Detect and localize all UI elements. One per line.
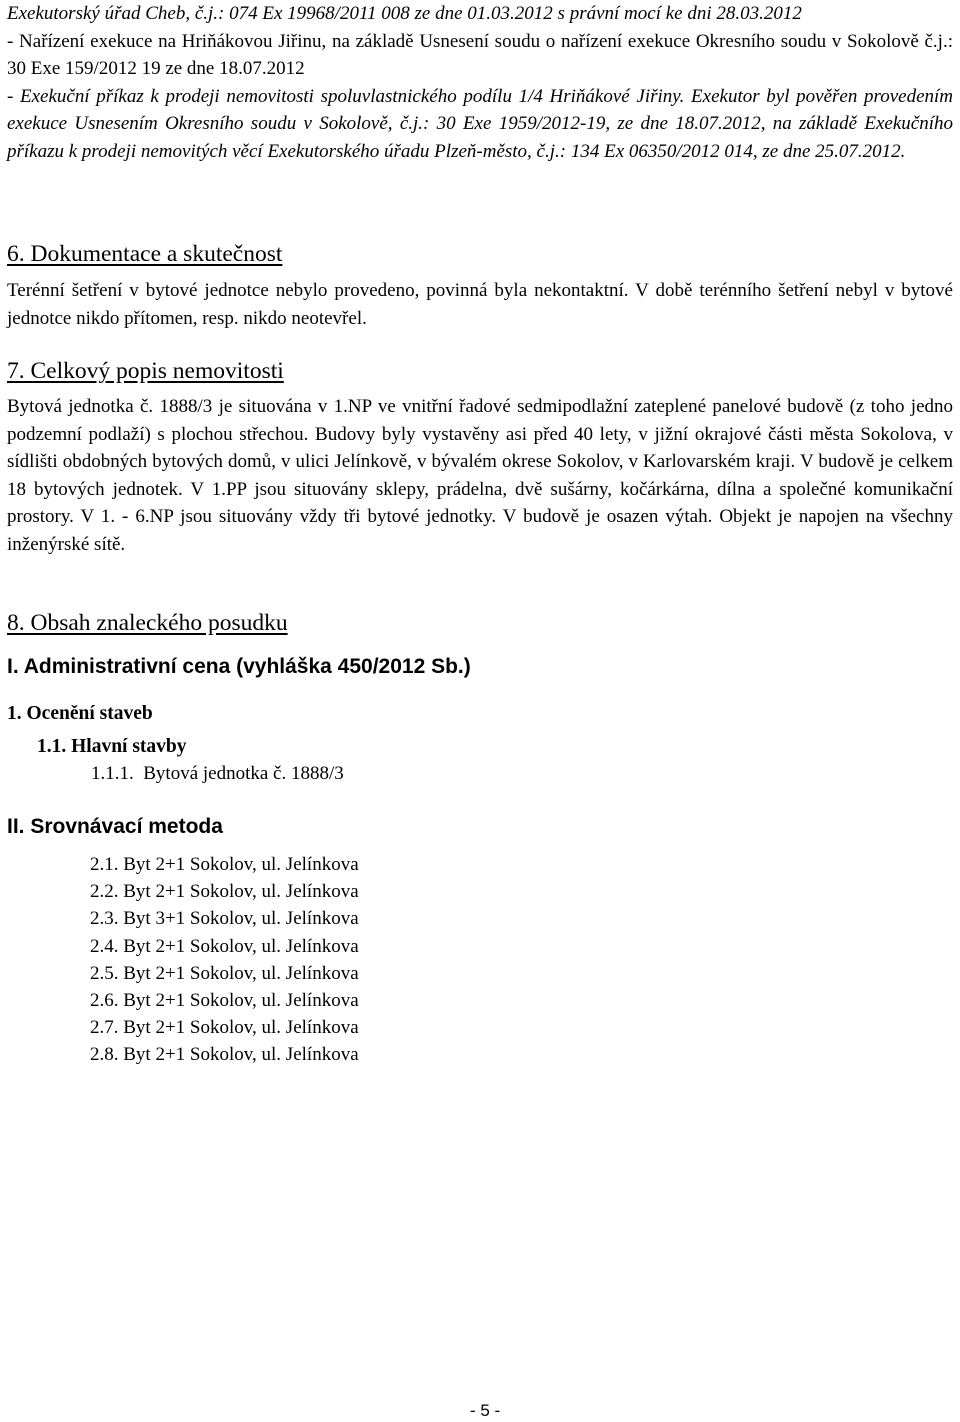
section-7-text: Bytová jednotka č. 1888/3 je situována v 1.NP ve vnitřní řadové sedmipodlažní zateplené panelové budově (z toho jedno podzemní podlaží) s plochou střechou. Budovy byly vystavěny asi před 40 lety, v jižní okrajové části města Sokolova, v sídlišti obdobných bytových domů, v ulici Jelínkově, v bývalém okrese Sokolov, v Karlovarském kraji. V budově je celkem 18 bytových jednotek. V 1.PP jsou situovány sklepy, prádelna, dvě sušárny, kočárkárna, dílna a společné komunikační prostory. V 1. - 6.NP jsou situovány vždy tři bytové jednotky. V budově je osazen výtah. Objekt je napojen na všechny inženýrské sítě. [7,396,953,555]
list-item: 2.6. Byt 2+1 Sokolov, ul. Jelínkova [90,990,359,1012]
page-number: - 5 - [470,1401,501,1420]
section-8-heading: 8. Obsah znaleckého posudku [7,610,288,636]
list-item: 2.1. Byt 2+1 Sokolov, ul. Jelínkova [90,854,359,875]
list-item: 2.7. Byt 2+1 Sokolov, ul. Jelínkova [90,1017,359,1039]
part-1-sub-1-1: 1.1. Hlavní stavby [37,736,187,757]
part-1-sub-1: 1. Ocenění staveb [7,703,153,724]
list-item: 2.8. Byt 2+1 Sokolov, ul. Jelínkova [90,1044,359,1066]
section-6-text: Terénní šetření v bytové jednotce nebylo provedeno, povinná byla nekontaktní. V době terénního šetření nebyl v bytové jednotce nikdo přítomen, resp. nikdo neotevřel. [7,280,953,329]
list-item: 2.4. Byt 2+1 Sokolov, ul. Jelínkova [90,935,359,957]
list-item: 2.2. Byt 2+1 Sokolov, ul. Jelínkova [90,881,359,903]
part-1-title: I. Administrativní cena (vyhláška 450/2012 Sb.) [7,655,471,678]
comparison-list [90,851,359,1069]
intro-line-1: Exekutorský úřad Cheb, č.j.: 074 Ex 19968/2011 008 ze dne 01.03.2012 s právní mocí ke dni 28.03.2012 [7,3,802,24]
part-1-sub-1-1-1: 1.1.1. Bytová jednotka č. 1888/3 [91,763,344,784]
section-7-heading: 7. Celkový popis nemovitosti [7,358,284,384]
intro-line-2: - Nařízení exekuce na Hriňákovou Jiřinu, na základě Usnesení soudu o nařízení exekuce Okresního soudu v Sokolově č.j.: 30 Exe 159/2012 19 ze dne 18.07.2012 [7,30,953,80]
section-6-heading: 6. Dokumentace a skutečnost [7,241,283,267]
part-2-title: II. Srovnávací metoda [7,815,223,838]
intro-line-3: - Exekuční příkaz k prodeji nemovitosti spoluvlastnického podílu 1/4 Hriňákové Jiřiny. Exekutor byl pověřen provedením exekuce Usnesením Okresního soudu v Sokolově, č.j.: 30 Exe 1959/2012-19, ze dne 18.07.2012, na základě Exekučního příkazu k prodeji nemovitých věcí Exekutorského úřadu Plzeň-město, č.j.: 134 Ex 06350/2012 014, ze dne 25.07.2012. [7,85,953,162]
list-item: 2.5. Byt 2+1 Sokolov, ul. Jelínkova [90,962,359,984]
list-item: 2.3. Byt 3+1 Sokolov, ul. Jelínkova [90,908,359,930]
